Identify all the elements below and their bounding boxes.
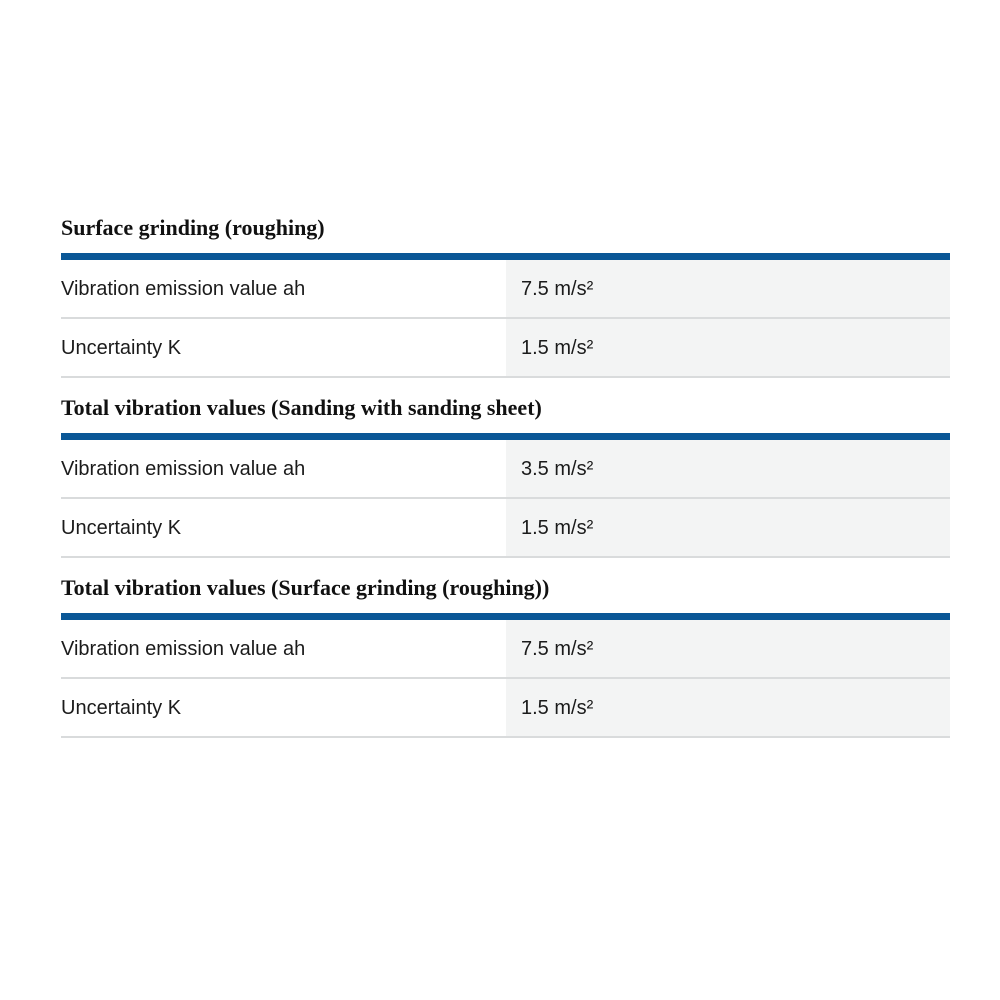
table-row <box>61 440 950 499</box>
row-label: Vibration emission value ah <box>61 638 306 660</box>
table-row <box>61 499 950 558</box>
row-label: Uncertainty K <box>61 697 182 719</box>
spec-tables <box>61 210 950 738</box>
row-value: 7.5 m/s² <box>506 620 950 677</box>
section-title: Total vibration values (Sanding with sanding sheet) <box>61 395 542 420</box>
section-title: Surface grinding (roughing) <box>61 215 325 240</box>
row-label: Uncertainty K <box>61 517 182 539</box>
table-row <box>61 620 950 679</box>
spec-section-sanding-sheet <box>61 390 950 558</box>
table-row <box>61 679 950 738</box>
row-label: Uncertainty K <box>61 337 182 359</box>
spec-section-total-surface-grinding <box>61 570 950 738</box>
row-value: 1.5 m/s² <box>506 319 950 376</box>
row-value: 1.5 m/s² <box>506 499 950 556</box>
row-label: Vibration emission value ah <box>61 458 306 480</box>
section-divider <box>61 253 950 260</box>
row-value: 1.5 m/s² <box>506 679 950 736</box>
section-title: Total vibration values (Surface grinding (roughing)) <box>61 575 550 600</box>
table-row <box>61 260 950 319</box>
section-divider <box>61 433 950 440</box>
spec-section-surface-grinding <box>61 210 950 378</box>
section-divider <box>61 613 950 620</box>
row-value: 3.5 m/s² <box>506 440 950 497</box>
table-row <box>61 319 950 378</box>
row-value: 7.5 m/s² <box>506 260 950 317</box>
row-label: Vibration emission value ah <box>61 278 306 300</box>
